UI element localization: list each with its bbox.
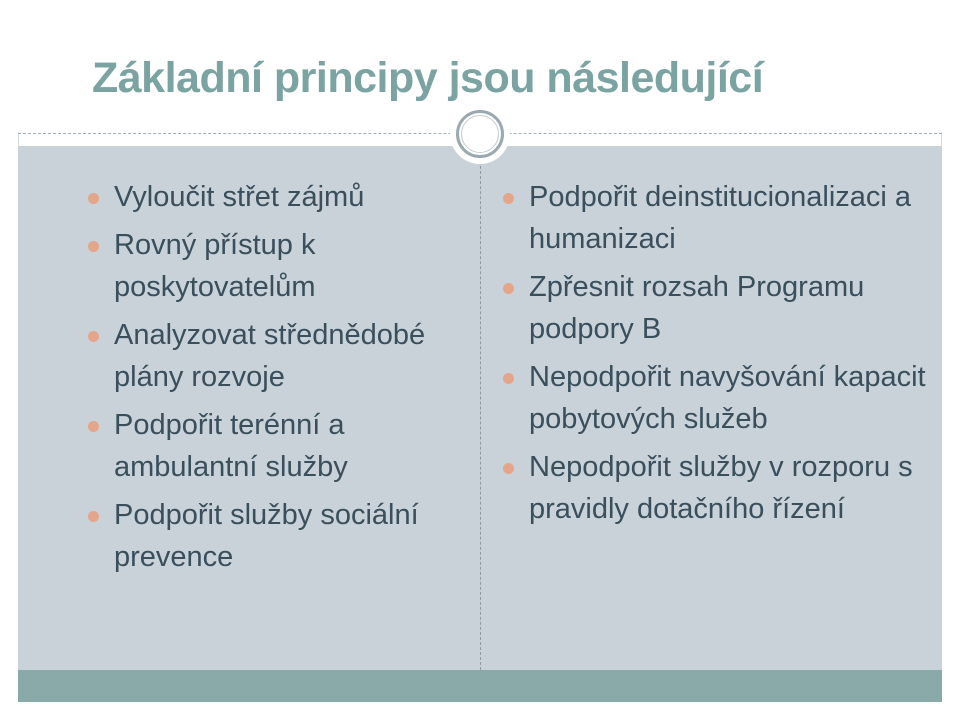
list-item	[82, 224, 478, 308]
list-item-text: Nepodpořit navyšování kapacit pobytových služeb	[529, 361, 926, 435]
list-item	[497, 176, 937, 260]
bullet-dot-icon	[88, 193, 99, 204]
bullet-dot-icon	[88, 511, 99, 522]
list-item	[497, 446, 937, 530]
list-item	[82, 176, 478, 218]
right-bullet-list	[497, 176, 937, 536]
list-item-text: Rovný přístup k poskytovatelům	[114, 229, 316, 303]
left-bullet-list	[82, 176, 478, 584]
list-item-text: Podpořit služby sociální prevence	[114, 499, 419, 573]
bullet-dot-icon	[88, 331, 99, 342]
bullet-dot-icon	[503, 193, 514, 204]
circle-ornament-inner	[461, 115, 499, 153]
list-item	[497, 266, 937, 350]
bullet-dot-icon	[503, 463, 514, 474]
list-item-text: Podpořit terénní a ambulantní služby	[114, 409, 348, 483]
list-item	[497, 356, 937, 440]
bullet-dot-icon	[88, 421, 99, 432]
bullet-dot-icon	[503, 373, 514, 384]
list-item	[82, 314, 478, 398]
slide-title: Základní principy jsou následující	[92, 54, 764, 102]
list-item-text: Podpořit deinstitucionalizaci a humanizaci	[529, 181, 912, 255]
list-item-text: Zpřesnit rozsah Programu podpory B	[529, 271, 865, 345]
list-item	[82, 404, 478, 488]
list-item-text: Vyloučit střet zájmů	[114, 181, 365, 213]
list-item-text: Nepodpořit služby v rozporu s pravidly dotačního řízení	[529, 451, 913, 525]
footer-bar	[18, 670, 942, 702]
bullet-dot-icon	[88, 241, 99, 252]
bullet-dot-icon	[503, 283, 514, 294]
column-divider	[480, 146, 481, 670]
list-item-text: Analyzovat střednědobé plány rozvoje	[114, 319, 426, 393]
list-item	[82, 494, 478, 578]
